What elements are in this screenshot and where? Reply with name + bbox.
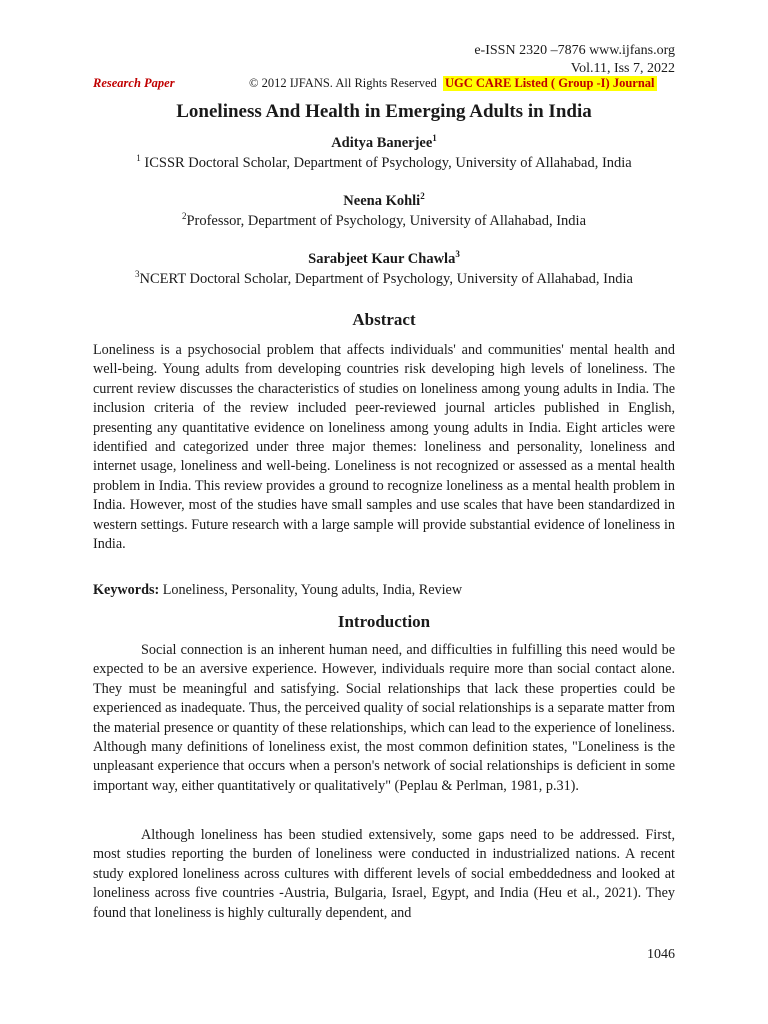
introduction-heading: Introduction xyxy=(337,612,431,631)
keywords-text: Loneliness, Personality, Young adults, India, Review xyxy=(159,582,463,598)
abstract-heading: Abstract xyxy=(352,310,416,329)
ugc-care-badge: UGC CARE Listed ( Group -I) Journal xyxy=(445,76,655,90)
journal-header-row xyxy=(93,76,693,94)
author-affiliation: $^2$Professor, Department of Psychology, University of Allahabad, India xyxy=(181,211,587,229)
author-name: Neena Kohli$^2$ xyxy=(343,191,425,209)
journal-volume: Vol.11, Iss 7, 2022 xyxy=(570,61,675,76)
author-name: Sarabjeet Kaur Chawla$^3$ xyxy=(308,249,460,267)
journal-issn: e-ISSN 2320 –7876 www.ijfans.org xyxy=(474,43,675,58)
copyright-notice: © 2012 IJFANS. All Rights Reserved xyxy=(249,76,437,90)
introduction-paragraph: Although loneliness has been studied extensively, some gaps need to be addressed. First, most studies reporting the burden of loneliness were conducted in industrialized nations. A recent study explored loneliness across cultures with different levels of social embeddedness and looked at loneliness across five countries -Austria, Bulgaria, Israel, Egypt, and India (Heu et al., 2021). They found that loneliness is highly culturally dependent, and xyxy=(93,827,675,921)
abstract-text: Loneliness is a psychosocial problem that affects individuals' and communities' mental health and well-being. Young adults from developing countries risk developing high levels of loneliness. The current review discusses the characteristics of studies on loneliness among young adults in India. The inclusion criteria of the review included peer-reviewed journal articles published in English, presenting any quantitative evidence on loneliness among young adults in India. Eight articles were identified and categorized under three major themes: loneliness and personality, loneliness and internet usage, loneliness and well-being. Loneliness is not recognized or assessed as a mental health problem in India. This review provides a ground to recognize loneliness as a mental health problem in India. However, most of the studies have small samples and use scales that have been standardized in western settings. Future research with a large sample will provide substantial evidence of loneliness in India. xyxy=(93,342,675,553)
keywords-label: Keywords: xyxy=(93,582,160,598)
keywords-line xyxy=(93,582,675,599)
paper-type-label: Research Paper xyxy=(93,76,175,90)
introduction-paragraph: Social connection is an inherent human need, and difficulties in fulfilling this need would be expected to be an aversive experience. However, individuals require more than social contact alone. They must be meaningful and satisfying. Social relationships that lack these properties could be experienced as inadequate. Thus, the perceived quality of social relationships is a separate matter from the material presence or quantity of these relationships, which can lead to the experience of loneliness. Although many definitions of loneliness exist, the most common definition states, "Loneliness is the unpleasant experience that occurs when a person's network of social relationships is deficient in some important way, either quantitatively or qualitatively" (Peplau & Perlman, 1981, p.31). xyxy=(93,642,675,794)
author-affiliation: $^3$NCERT Doctoral Scholar, Department of Psychology, University of Allahabad, India xyxy=(135,269,633,287)
author-affiliation: $^1$ ICSSR Doctoral Scholar, Department of Psychology, University of Allahabad, India xyxy=(136,153,632,171)
paper-title: Loneliness And Health in Emerging Adults in India xyxy=(176,101,592,122)
page-number: 1046 xyxy=(647,947,675,962)
author-name: Aditya Banerjee$^1$ xyxy=(331,133,437,151)
